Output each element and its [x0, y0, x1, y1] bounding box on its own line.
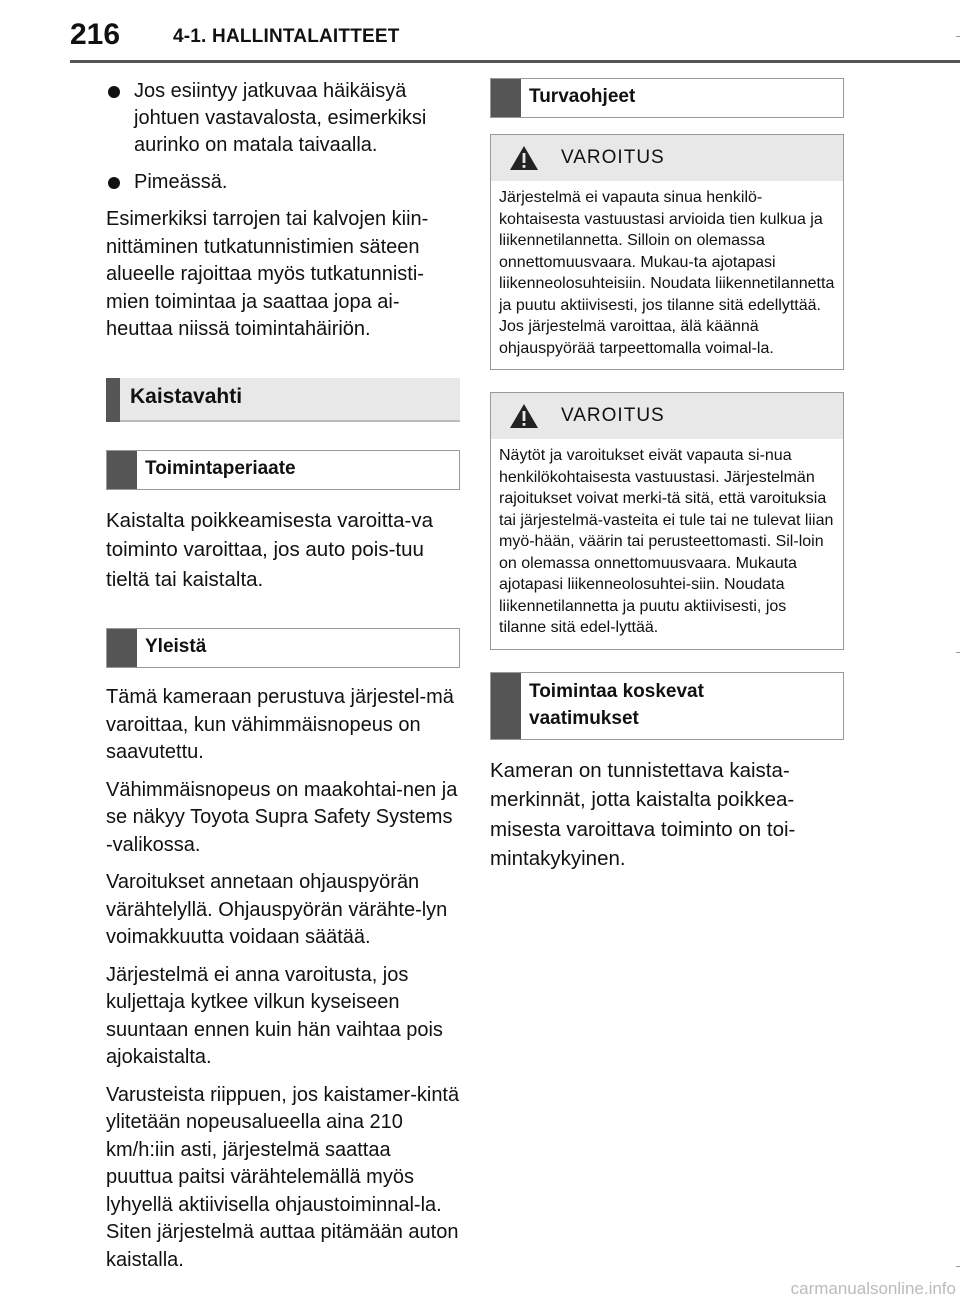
subsection-title-toimintaperiaate	[106, 450, 460, 490]
chapter-title: 4-1. HALLINTALAITTEET	[173, 26, 400, 47]
principle-paragraph: Kaistalta poikkeamisesta varoitta-va toiminto varoittaa, jos auto pois-tuu tieltä tai kaistalta.	[106, 508, 434, 591]
general-paragraph: Varusteista riippuen, jos kaistamer-kintä ylitetään nopeusalueella aina 210 km/h:iin asti, järjestelmä saattaa puuttua paitsi värähtelemällä myös lyhyellä aktiivisella ohjaustoiminnal-la. Siten järjestelmä auttaa pitämään auton kaistalla.	[106, 1083, 460, 1271]
warning-triangle-icon	[509, 145, 539, 171]
subsection-bar	[491, 79, 521, 117]
bullet-text: Pimeässä.	[134, 171, 228, 193]
bullet-dot-icon	[108, 86, 120, 98]
page-header	[0, 0, 960, 62]
subsection-bar	[107, 629, 137, 667]
warning-box	[490, 392, 844, 650]
subsection-title-turvaohjeet	[490, 78, 844, 118]
intro-paragraph: Esimerkiksi tarrojen tai kalvojen kiin-nittäminen tutkatunnistimien säteen alueelle rajoittaa myös tutkatunnisti-mien toimintaa ja saattaa jopa ai-heuttaa niissä toimintahäiriön.	[106, 208, 429, 340]
warning-text: Järjestelmä ei vapauta sinua henkilö-kohtaisesta vastuustasi arvioida tien kulkua ja liikennetilannetta. Silloin on olemassa onnettomuusvaara. Mukau-ta ajotapasi liikenneolosuhteisiin. Noudata liikennetilannetta ja puutu aktiivisesti, jos tilanne sitä edellyttää. Jos järjestelmä varoittaa, älä käännä ohjauspyörää tarpeettomalla voimal-la.	[499, 189, 835, 357]
warning-header	[491, 135, 843, 181]
subsection-bar	[107, 451, 137, 489]
requirements-paragraph: Kameran on tunnistettava kaista-merkinnät, jotta kaistalta poikkea-misesta varoittava toiminto on toi-mintakykyinen.	[490, 758, 796, 870]
warning-triangle-icon	[509, 403, 539, 429]
crop-mark	[956, 652, 960, 653]
right-column	[490, 78, 844, 884]
bullet-dot-icon	[108, 177, 120, 189]
warning-text: Näytöt ja varoitukset eivät vapauta si-nua henkilökohtaisesta vastuustasi. Järjestelmän rajoitukset voivat merki-tä sitä, että varoituksia tai järjestelmä-vasteita ei tule tai ne tulevat liian myö-hään, väärin tai perusteettomasti. Sil-loin on olemassa onnettomuusvaara. Mukauta ajotapasi liikenneolosuhtei-siin. Noudata liikennetilannetta ja puutu aktiivisesti, jos tilanne sitä edel-lyttää.	[499, 447, 834, 636]
subsection-title-text: Turvaohjeet	[529, 86, 636, 107]
warning-box	[490, 134, 844, 370]
header-rule	[70, 60, 960, 63]
section-title-kaistavahti	[106, 378, 460, 422]
subsection-title-text: Yleistä	[145, 636, 207, 657]
bullet-item	[106, 78, 460, 159]
subsection-title-yleista	[106, 628, 460, 668]
general-paragraph: Järjestelmä ei anna varoitusta, jos kuljettaja kytkee vilkun kyseiseen suuntaan ennen kuin hän vaihtaa pois ajokaistalta.	[106, 963, 443, 1068]
general-paragraph: Varoitukset annetaan ohjauspyörän värähtelyllä. Ohjauspyörän värähte-lyn voimakkuutta voidaan säätää.	[106, 871, 448, 948]
section-title-text: Kaistavahti	[130, 384, 243, 408]
crop-mark	[956, 1266, 960, 1267]
left-column	[106, 78, 460, 1284]
warning-label: VAROITUS	[561, 147, 665, 168]
subsection-bar	[491, 673, 521, 739]
subsection-title-vaatimukset	[490, 672, 844, 740]
general-paragraph: Vähimmäisnopeus on maakohtai-nen ja se näkyy Toyota Supra Safety Systems -valikossa.	[106, 778, 458, 856]
crop-mark	[956, 36, 960, 37]
warning-header	[491, 393, 843, 439]
page-number: 216	[70, 18, 121, 51]
subsection-title-text: Toimintaperiaate	[145, 457, 296, 479]
general-paragraph: Tämä kameraan perustuva järjestel-mä varoittaa, kun vähimmäisnopeus on saavutettu.	[106, 686, 454, 763]
bullet-item	[106, 169, 460, 196]
section-bar	[106, 378, 120, 422]
subsection-title-text: Toimintaa koskevat vaatimukset	[529, 680, 704, 729]
bullet-text: Jos esiintyy jatkuvaa häikäisyä johtuen vastavalosta, esimerkiksi aurinko on matala taivaalla.	[134, 80, 427, 156]
watermark: carmanualsonline.info	[790, 1279, 956, 1298]
warning-label: VAROITUS	[561, 405, 665, 426]
